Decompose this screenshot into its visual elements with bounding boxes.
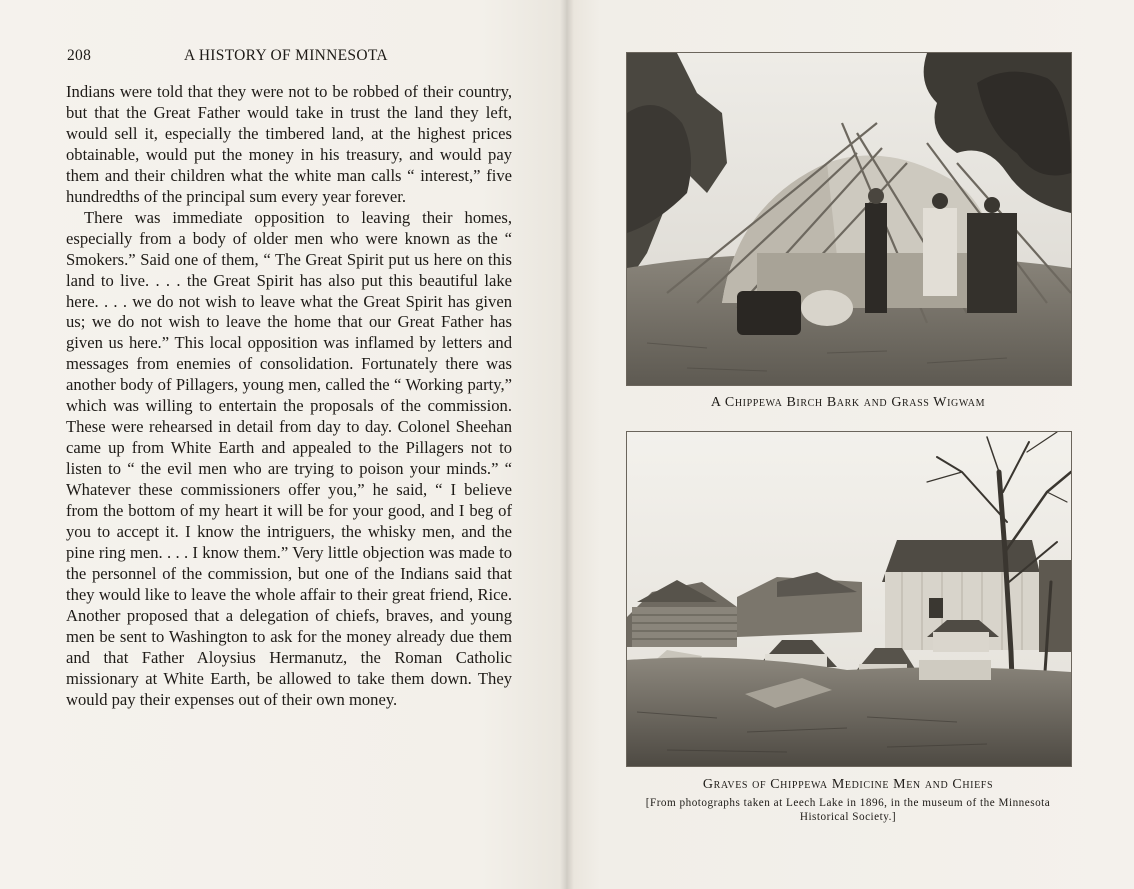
paragraph: Indians were told that they were not to be robbed of their country, but that the Great Father would take in trust the land they left, would sell it, especially the timbered land, at the highest prices obtainable, would put the money in his treasury, and would pay them and their children what the white man calls “ interest,” five hundredths of the principal sum every year forever.	[66, 82, 512, 206]
book-gutter	[560, 0, 574, 889]
figure-caption: A Chippewa Birch Bark and Grass Wigwam	[710, 395, 986, 410]
grave-houses-photograph	[626, 431, 1072, 767]
page-number: 208	[67, 47, 92, 64]
running-head	[67, 47, 512, 69]
body-text	[66, 82, 512, 711]
paragraph: There was immediate opposition to leaving their homes, especially from a body of older men who were known as the “ Smokers.” Said one of them, “ The Great Spirit put us here on this land to live. . . . the Great Spirit has also put this beautiful lake here. . . . we do not wish to leave what the Great Spirit has given us; we do not wish to leave the home that our Great Father has given us here.” This local opposition was inflamed by letters and messages from enemies of consolidation. Fortunately there was another body of Pillagers, young men, called the “ Working party,” which was willing to entertain the proposals of the commission. These were rehearsed in detail from day to day. Colonel Sheehan came up from White Earth and appealed to the Pillagers not to listen to “ the evil men who are trying to poison your minds.” “ Whatever these commissioners offer you,” he said, “ I believe from the bottom of my heart it will be for your good, and I beg of you to accept it. I know the intriguers, the whisky men, and the pine ring men. . . . I know them.” Very little objection was made to the personnel of the commission, but one of the Indians said that they would like to leave the whole affair to their great friend, Rice. Another proposed that a delegation of chiefs, braves, and young men be sent to Washington to ask for the money already due them and that Father Aloysius Hermanutz, the Roman Catholic missionary at White Earth, be allowed to take them down. They would pay their expenses out of their own money.	[66, 207, 512, 709]
running-title: A HISTORY OF MINNESOTA	[184, 47, 388, 64]
photo-credit: [From photographs taken at Leech Lake in 1896, in the museum of the Minnesota Historical Society.]	[645, 797, 1051, 823]
figure-caption: Graves of Chippewa Medicine Men and Chiefs	[702, 777, 994, 792]
left-page	[0, 0, 566, 889]
wigwam-photograph	[626, 52, 1072, 386]
